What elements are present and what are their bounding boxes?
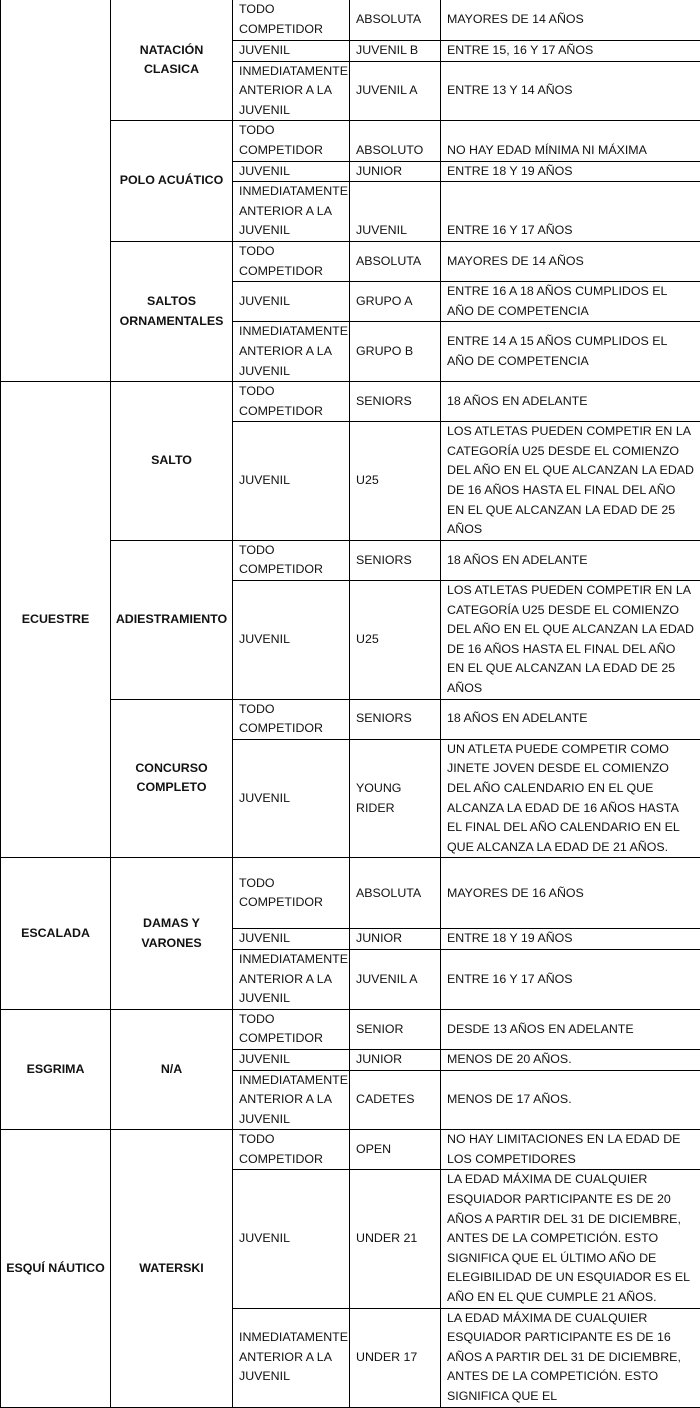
category-name-cell: UNDER 21 (350, 1170, 441, 1308)
table-row (1, 858, 700, 929)
category-name-cell: JUNIOR (350, 929, 441, 950)
age-cell: LA EDAD MÁXIMA DE CUALQUIER ESQUIADOR PARTICIPANTE ES DE 20 AÑOS A PARTIR DEL 31 DE DICIEMBRE, ANTES DE LA COMPETICIÓN. ESTO SIGNIFICA QUE EL ÚLTIMO AÑO DE ELEGIBILIDAD DE UN ESQUIADOR ES EL AÑO EN EL QUE CUMPLE 21 AÑOS. (441, 1170, 700, 1308)
age-cell: MAYORES DE 14 AÑOS (441, 0, 700, 41)
category-name-cell: U25 (350, 581, 441, 700)
category-cell: TODO COMPETIDOR (233, 699, 350, 739)
category-cell: INMEDIATAMENTE ANTERIOR A LA JUVENIL (233, 61, 350, 121)
category-cell: TODO COMPETIDOR (233, 1130, 350, 1170)
age-cell: ENTRE 18 Y 19 AÑOS (441, 161, 700, 182)
event-cell: CONCURSO COMPLETO (111, 699, 233, 858)
category-cell: INMEDIATAMENTE ANTERIOR A LA JUVENIL (233, 1308, 350, 1407)
age-cell: MENOS DE 17 AÑOS. (441, 1070, 700, 1130)
age-cell: ENTRE 16 A 18 AÑOS CUMPLIDOS EL AÑO DE COMPETENCIA (441, 282, 700, 322)
category-name-cell: SENIORS (350, 699, 441, 739)
category-name-cell: SENIORS (350, 382, 441, 422)
category-cell: TODO COMPETIDOR (233, 241, 350, 281)
sport-cell: ECUESTRE (1, 382, 111, 858)
age-cell: 18 AÑOS EN ADELANTE (441, 699, 700, 739)
category-name-cell: GRUPO B (350, 322, 441, 382)
age-cell: DESDE 13 AÑOS EN ADELANTE (441, 1009, 700, 1049)
event-cell: WATERSKI (111, 1130, 233, 1407)
category-cell: JUVENIL (233, 161, 350, 182)
category-name-cell: JUVENIL A (350, 949, 441, 1009)
category-cell: INMEDIATAMENTE ANTERIOR A LA JUVENIL (233, 949, 350, 1009)
category-cell: TODO COMPETIDOR (233, 858, 350, 929)
category-name-cell: U25 (350, 422, 441, 541)
event-cell: DAMAS Y VARONES (111, 858, 233, 1009)
sport-cell (1, 0, 111, 382)
category-cell: TODO COMPETIDOR (233, 1009, 350, 1049)
category-cell: JUVENIL (233, 282, 350, 322)
category-cell: TODO COMPETIDOR (233, 382, 350, 422)
category-cell: TODO COMPETIDOR (233, 0, 350, 41)
event-cell: ADIESTRAMIENTO (111, 540, 233, 699)
category-cell: JUVENIL (233, 422, 350, 541)
category-cell: TODO COMPETIDOR (233, 121, 350, 161)
category-name-cell: ABSOLUTO (350, 121, 441, 161)
category-cell: JUVENIL (233, 41, 350, 62)
category-name-cell: SENIORS (350, 540, 441, 580)
age-cell: ENTRE 13 Y 14 AÑOS (441, 61, 700, 121)
age-cell: UN ATLETA PUEDE COMPETIR COMO JINETE JOVEN DESDE EL COMIENZO DEL AÑO CALENDARIO EN EL QUE ALCANZA LA EDAD DE 16 AÑOS HASTA EL FINAL DEL AÑO CALENDARIO EN EL QUE ALCANZA LA EDAD DE 21 AÑOS. (441, 739, 700, 858)
category-name-cell: CADETES (350, 1070, 441, 1130)
category-cell: JUVENIL (233, 739, 350, 858)
age-cell: ENTRE 14 A 15 AÑOS CUMPLIDOS EL AÑO DE COMPETENCIA (441, 322, 700, 382)
category-name-cell: JUNIOR (350, 1049, 441, 1070)
category-cell: INMEDIATAMENTE ANTERIOR A LA JUVENIL (233, 322, 350, 382)
category-name-cell: JUVENIL (350, 182, 441, 242)
category-name-cell: JUVENIL B (350, 41, 441, 62)
category-name-cell: YOUNG RIDER (350, 739, 441, 858)
age-cell: NO HAY EDAD MÍNIMA NI MÁXIMA (441, 121, 700, 161)
age-cell: 18 AÑOS EN ADELANTE (441, 540, 700, 580)
category-name-cell: ABSOLUTA (350, 241, 441, 281)
age-cell: LOS ATLETAS PUEDEN COMPETIR EN LA CATEGORÍA U25 DESDE EL COMIENZO DEL AÑO EN EL QUE ALCANZAN LA EDAD DE 16 AÑOS HASTA EL FINAL DEL AÑO EN EL QUE ALCANZAN LA EDAD DE 25 AÑOS (441, 581, 700, 700)
table-row (1, 0, 700, 41)
sport-cell: ESQUÍ NÁUTICO (1, 1130, 111, 1407)
category-cell: INMEDIATAMENTE ANTERIOR A LA JUVENIL (233, 182, 350, 242)
category-name-cell: ABSOLUTA (350, 858, 441, 929)
category-name-cell: SENIOR (350, 1009, 441, 1049)
table-row (1, 382, 700, 422)
age-cell: LOS ATLETAS PUEDEN COMPETIR EN LA CATEGORÍA U25 DESDE EL COMIENZO DEL AÑO EN EL QUE ALCANZAN LA EDAD DE 16 AÑOS HASTA EL FINAL DEL AÑO EN EL QUE ALCANZAN LA EDAD DE 25 AÑOS (441, 422, 700, 541)
category-name-cell: OPEN (350, 1130, 441, 1170)
category-cell: JUVENIL (233, 581, 350, 700)
category-cell: JUVENIL (233, 929, 350, 950)
age-cell: ENTRE 15, 16 Y 17 AÑOS (441, 41, 700, 62)
event-cell: NATACIÓN CLASICA (111, 0, 233, 121)
age-cell: ENTRE 18 Y 19 AÑOS (441, 929, 700, 950)
category-cell: TODO COMPETIDOR (233, 540, 350, 580)
event-cell: N/A (111, 1009, 233, 1130)
category-cell: JUVENIL (233, 1170, 350, 1308)
age-cell: NO HAY LIMITACIONES EN LA EDAD DE LOS COMPETIDORES (441, 1130, 700, 1170)
event-cell: SALTO (111, 382, 233, 541)
category-cell: JUVENIL (233, 1049, 350, 1070)
age-cell: ENTRE 16 Y 17 AÑOS (441, 182, 700, 242)
age-cell: 18 AÑOS EN ADELANTE (441, 382, 700, 422)
table-row (1, 1130, 700, 1170)
category-name-cell: ABSOLUTA (350, 0, 441, 41)
category-name-cell: GRUPO A (350, 282, 441, 322)
event-cell: SALTOS ORNAMENTALES (111, 241, 233, 381)
sport-cell: ESGRIMA (1, 1009, 111, 1130)
table-row (1, 1009, 700, 1049)
category-name-cell: UNDER 17 (350, 1308, 441, 1407)
age-cell: MENOS DE 20 AÑOS. (441, 1049, 700, 1070)
age-cell: MAYORES DE 14 AÑOS (441, 241, 700, 281)
category-name-cell: JUNIOR (350, 161, 441, 182)
sport-cell: ESCALADA (1, 858, 111, 1009)
age-cell: MAYORES DE 16 AÑOS (441, 858, 700, 929)
category-cell: INMEDIATAMENTE ANTERIOR A LA JUVENIL (233, 1070, 350, 1130)
category-name-cell: JUVENIL A (350, 61, 441, 121)
event-cell: POLO ACUÁTICO (111, 121, 233, 242)
age-cell: LA EDAD MÁXIMA DE CUALQUIER ESQUIADOR PARTICIPANTE ES DE 16 AÑOS A PARTIR DEL 31 DE DICIEMBRE, ANTES DE LA COMPETICIÓN. ESTO SIGNIFICA QUE EL (441, 1308, 700, 1407)
age-cell: ENTRE 16 Y 17 AÑOS (441, 949, 700, 1009)
